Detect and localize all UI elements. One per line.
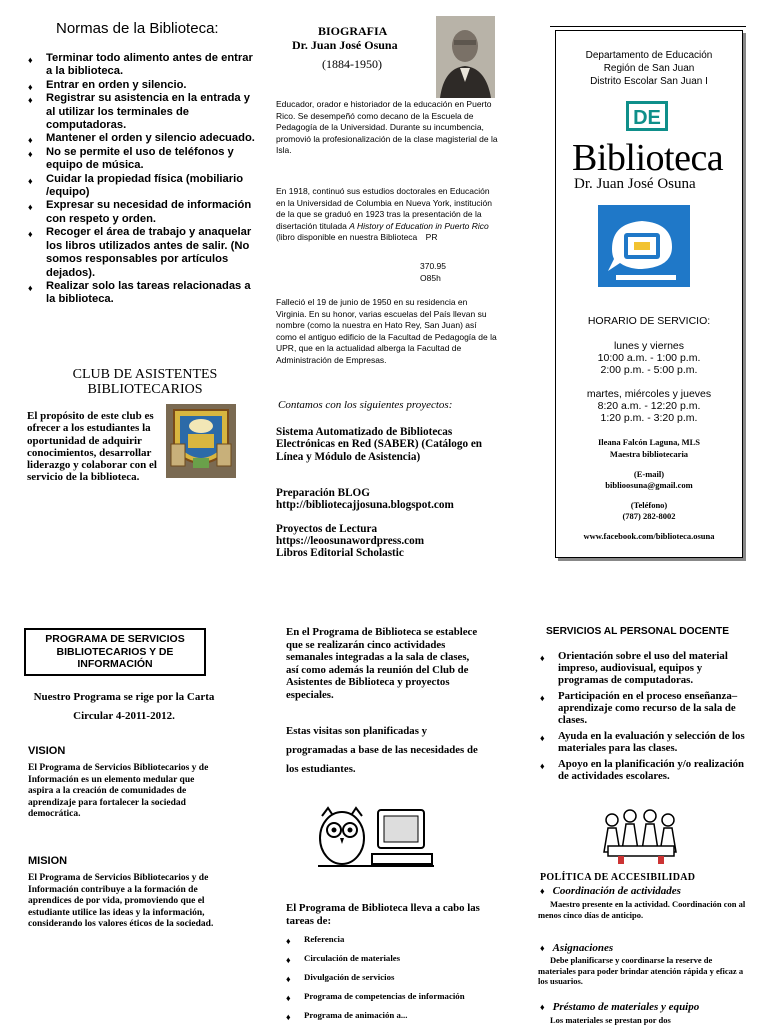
asig-title-text: Asignaciones [552,942,614,954]
tel-label: (Teléfono) [630,500,668,510]
proyectos-intro: Contamos con los siguientes proyectos: [278,399,453,411]
politica-title: POLÍTICA DE ACCESIBILIDAD [540,872,696,883]
programa-rige: Nuestro Programa se rige por la Carta Circular 4-2011-2012. [33,691,215,722]
scholastic-text: Libros Editorial Scholastic [276,547,404,559]
bio-title: BIOGRAFIA [318,24,388,38]
normas-item: ♦ Terminar todo alimento antes de entrar a la biblioteca. [28,52,258,79]
normas-item: ♦ Registrar su asistencia en la entrada y al utilizar los terminales de computadoras. [28,92,258,132]
tel-number: (787) 282-8002 [622,511,676,521]
biblioteca-title: Biblioteca [572,137,724,179]
facebook-link[interactable]: www.facebook.com/biblioteca.osuna [583,531,715,541]
bio-years: (1884-1950) [322,57,382,71]
actividades-paragraph-2: Estas visitas son planificadas y programadas a base de las necesidades de los estudiantes. [286,725,478,775]
biblioteca-subname: Dr. Juan José Osuna [574,176,696,192]
club-crest-image [166,404,236,478]
normas-item: ♦ Recoger el área de trabajo y anaquelar los libros utilizados antes de salir. (No somos responsables por artículos dejados). [28,226,258,280]
normas-title: Normas de la Biblioteca: [56,20,219,37]
staff-title: Maestra bibliotecaria [609,449,689,459]
vision-title: VISION [28,745,66,757]
library-computer-icon [598,205,690,287]
club-title: CLUB DE ASISTENTES BIBLIOTECARIOS [72,367,218,397]
docente-title: SERVICIOS AL PERSONAL DOCENTE [546,626,730,637]
blog-link[interactable]: http://bibliotecajjosuna.blogspot.com [276,499,454,511]
docente-item: ♦ Orientación sobre el uso del material impreso, audiovisual, equipos y programas de computadoras. [540,650,752,686]
horario-title: HORARIO DE SERVICIO: [587,315,711,327]
normas-item: ♦ Cuidar la propiedad física (mobiliario /equipo) [28,173,258,200]
de-logo-icon [626,101,668,131]
tarea-item: ♦ Referencia [286,934,476,945]
horario-2a: 8:20 a.m. - 12:20 p.m. [597,400,701,412]
bio-call-number-1: 370.95 [420,261,446,271]
club-text: El propósito de este club es ofrecer a los estudiantes la oportunidad de adquirir conocimientos, desarrollar liderazgo y colaborar con el servicio de la biblioteca. [27,410,157,484]
asig-title [540,942,613,954]
asig-text: Debe planificarse y coordinarse la reserve de materiales para poder brindar atención rápida y eficaz a los usuarios. [538,955,744,987]
horario-dias-1: lunes y viernes [613,340,685,352]
osuna-portrait [436,16,495,98]
proyecto-saber: Sistema Automatizado de Bibliotecas Electrónicas en Red (SABER) (Catálogo en Línea y Módulo de Asistencia) [276,426,483,463]
lectura-label: Proyectos de Lectura [276,523,378,535]
bio-paragraph-3: Falleció el 19 de junio de 1950 en su residencia en Virginia. En su honor, varias escuelas del País llevan su nombre (como la nuestra en Hato Rey, San Juan) así como el antiguo edificio de la Facultad de Pedagogía de la UPR, que en la actualidad alberga la Facultad de Administración de Empresas. [276,297,497,365]
docente-list [540,650,752,786]
asig-bullet-icon: ♦ [540,943,545,953]
teachers-group-illustration [598,806,684,864]
programa-box: PROGRAMA DE SERVICIOS BIBLIOTECARIOS Y DE INFORMACIÓN [24,628,206,676]
coord-bullet-icon: ♦ [540,886,545,896]
bio-pr: PR [425,232,438,242]
cover-frame-top-line [550,26,746,27]
normas-item: ♦ Mantener el orden y silencio adecuado. [28,132,258,145]
mision-text: El Programa de Servicios Bibliotecarios y de Información contribuye a la formación de aprendices de por vida, promoviendo que el estudiante utilice las ideas y la información, considerando los valores éticos de la sociedad. [28,873,214,929]
prest-title-text: Préstamo de materiales y equipo [552,1001,700,1013]
bio-call-number-2: O85h [420,273,441,283]
dept-line-2: Región de San Juan [603,63,695,74]
horario-2b: 1:20 p.m. - 3:20 p.m. [600,412,698,424]
bio-name: Dr. Juan José Osuna [292,38,398,52]
coord-title-text: Coordinación de actividades [552,885,681,897]
bio-paragraph-2 [276,186,498,244]
owl-computer-icon [312,800,440,872]
bio-p2a: En 1918, continuó sus estudios doctorales en Educación en la Universidad de Columbia en Nueva York, institución de la que se graduó en 1923 tras la presentación de la disertación titulada [276,186,492,231]
lectura-link[interactable]: https://leoosunawordpress.com [276,535,425,547]
bio-paragraph-1: Educador, orador e historiador de la educación en Puerto Rico. Se desempeñó como decano de la Escuela de Pedagogía de la Universidad. Durante su incumbencia, promovió la profesionalización de la clase magisterial de la Isla. [276,99,498,155]
horario-1b: 2:00 p.m. - 5:00 p.m. [600,364,698,376]
normas-item: ♦ Realizar solo las tareas relacionadas a la biblioteca. [28,280,258,307]
horario-1a: 10:00 a.m. - 1:00 p.m. [597,352,701,364]
docente-item: ♦ Ayuda en la evaluación y selección de los materiales para las clases. [540,730,752,754]
normas-list [28,52,258,307]
horario-dias-2: martes, miércoles y jueves [586,388,712,400]
blog-label: Preparación BLOG [276,487,370,499]
normas-item: ♦ No se permite el uso de teléfonos y equipo de música. [28,146,258,173]
email-label: (E-mail) [633,469,665,479]
prest-text: Los materiales se prestan por dos [550,1015,671,1025]
de-logo-text: DE [633,107,661,129]
coord-title [540,885,681,897]
tareas-intro: El Programa de Biblioteca lleva a cabo las tareas de: [286,902,480,927]
docente-item: ♦ Participación en el proceso enseñanza– aprendizaje como recurso de la sala de clases. [540,690,752,726]
vision-text: El Programa de Servicios Bibliotecarios y de Información es un elemento medular que aspira a la creación de comunidades de aprendizaje para fortalecer la sociedad democrática. [28,763,209,819]
tarea-item: ♦ Divulgación de servicios [286,972,476,983]
normas-item: ♦ Entrar en orden y silencio. [28,79,258,92]
prest-bullet-icon: ♦ [540,1002,545,1012]
tarea-item: ♦ Circulación de materiales [286,953,476,964]
bio-p2-title: A History of Education in Puerto Rico [349,220,489,231]
mision-title: MISION [28,855,68,867]
prest-title [540,1001,699,1013]
dept-line-3: Distrito Escolar San Juan I [590,76,708,87]
email-link[interactable]: biblioosuna@gmail.com [605,480,693,490]
actividades-paragraph-1: En el Programa de Biblioteca se establece que se realizarán cinco actividades semanales integradas a la sala de clases, así como además la reunión del Club de Asistentes de Biblioteca y proyectos especiales. [286,626,478,701]
bio-p2b: (libro disponible en nuestra Biblioteca [276,232,418,242]
staff-name: Ileana Falcón Laguna, MLS [597,437,701,447]
normas-item: ♦ Expresar su necesidad de información con respeto y orden. [28,199,258,226]
tarea-item: ♦ Programa de competencias de información [286,991,476,1002]
coord-text: Maestro presente en la actividad. Coordinación con al menos cinco días de anticipo. [538,899,746,920]
docente-item: ♦ Apoyo en la planificación y/o realización de actividades escolares. [540,758,752,782]
dept-line-1: Departamento de Educación [585,50,713,61]
tarea-item: ♦ Programa de animación a... [286,1010,476,1021]
tareas-list [286,934,476,1029]
